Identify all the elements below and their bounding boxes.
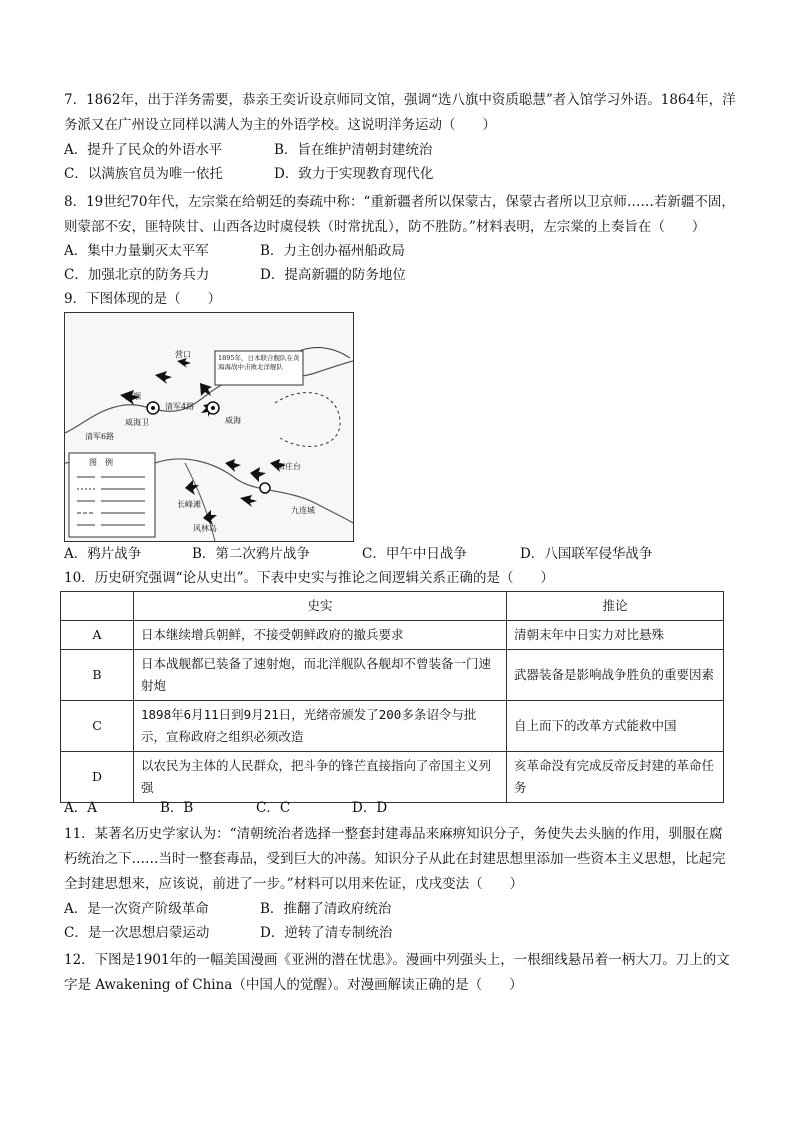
- question-7-stem: 7．1862年，出于洋务需要，恭亲王奕䜣设京师同文馆，强调“选八旗中资质聪慧”者入馆学习外语。1864年，洋务派又在广州设立同样以满人为主的外语学校。这说明洋务运动（ ）: [64, 92, 736, 133]
- question-11-stem: 11．某著名历史学家认为：“清朝统治者选择一整套封建毒品来麻痹知识分子，务使失去头脑的作用，驯服在腐朽统治之下……当时一整套毒品，受到巨大的冲荡。知识分子从此在封建思想里添加一些资本主义思想，比起完全封建思想来，应该说，前进了一步。”材料可以用来佐证，戊戌变法（ ）: [64, 826, 726, 892]
- q11-option-a: A．是一次资产阶级革命: [64, 901, 209, 917]
- q10-option-c: C．C: [256, 800, 291, 816]
- q10-option-a: A．A: [64, 800, 97, 816]
- row-fact: 日本继续增兵朝鲜，不接受朝鲜政府的撤兵要求: [134, 621, 507, 650]
- map-label-pingrang: 风林岛: [193, 524, 217, 533]
- row-fact: 以农民为主体的人民群众，把斗争的锋芒直接指向了帝国主义列强: [134, 752, 507, 803]
- q7-option-b: B．旨在维护清朝封建统治: [274, 142, 433, 158]
- row-inference: 亥革命没有完成反帝反封建的革命任务: [507, 752, 724, 803]
- row-label: A: [61, 621, 134, 650]
- row-inference: 武器装备是影响战争胜负的重要因素: [507, 650, 724, 701]
- q10-option-b: B．B: [160, 800, 194, 816]
- q10-stem-text: 10．历史研究强调“论从史出”。下表中史实与推论之间逻辑关系正确的是（ ）: [64, 570, 554, 586]
- map-label-yingkou: 营口: [175, 350, 191, 359]
- map-note: 1895年，日本联合舰队在黄海海战中击败北洋舰队: [218, 354, 300, 371]
- q9-option-d: D．八国联军侵华战争: [520, 546, 653, 562]
- table-row: [61, 621, 724, 650]
- row-fact: 1898年6月11日到9月21日，光绪帝颁发了200多条诏令与批示，宣称政府之组织必须改造: [134, 701, 507, 752]
- q8-option-a: A．集中力量剿灭太平军: [64, 243, 209, 259]
- map-legend-title: 图 例: [89, 458, 113, 467]
- map-label-jiuliancheng: 九连城: [291, 506, 315, 515]
- q9-option-b: B．第二次鸦片战争: [192, 546, 310, 562]
- q9-option-c: C．甲午中日战争: [362, 546, 467, 562]
- q11-option-d: D．逆转了清专制统治: [260, 925, 393, 941]
- row-label: C: [61, 701, 134, 752]
- row-label: B: [61, 650, 134, 701]
- table-row: [61, 650, 724, 701]
- q8-option-c: C．加强北京的防务兵力: [64, 267, 210, 283]
- map-label-qingjun4: 清军4路: [165, 402, 195, 411]
- table-header-row: [61, 592, 724, 621]
- map-label-tianzhuang: 田庄台: [277, 462, 301, 471]
- q8-option-d: D．提高新疆的防务地位: [260, 267, 406, 283]
- question-12-stem: 12．下图是1901年的一幅美国漫画《亚洲的潜在忧患》。漫画中列强头上，一根细线悬吊着一柄大刀。刀上的文字是 Awakening of China（中国人的觉醒）。对漫画解读正确的是（ ）: [64, 952, 730, 993]
- map-label-lushun: 旅顺: [125, 392, 141, 401]
- q7-option-c: C．以满族官员为唯一依托: [64, 166, 223, 182]
- war-map-figure: [64, 312, 354, 542]
- q11-option-b: B．推翻了清政府统治: [260, 901, 392, 917]
- row-label: D: [61, 752, 134, 803]
- row-inference: 自上而下的改革方式能救中国: [507, 701, 724, 752]
- table-header-inference: 推论: [507, 592, 724, 621]
- map-label-weihaiwei: 威海卫: [125, 418, 149, 427]
- history-table: [60, 591, 724, 803]
- q11-option-c: C．是一次思想启蒙运动: [64, 925, 210, 941]
- q7-option-a: A．提升了民众的外语水平: [64, 142, 223, 158]
- q8-option-b: B．力主创办福州船政局: [260, 243, 405, 259]
- q10-option-d: D．D: [352, 800, 388, 816]
- q9-option-a: A．鸦片战争: [64, 546, 142, 562]
- q9-stem-text: 9．下图体现的是（ ）: [64, 291, 222, 307]
- table-header-fact: 史实: [134, 592, 507, 621]
- table-row: [61, 701, 724, 752]
- map-label-lanchuan: 清军6路: [85, 432, 115, 441]
- table-header-empty: [61, 592, 134, 621]
- table-row: [61, 752, 724, 803]
- question-8-stem: 8．19世纪70年代，左宗棠在给朝廷的奏疏中称：“重新疆者所以保蒙古，保蒙古者所以卫京师……若新疆不固，则蒙部不安，匪特陕甘、山西各边时虞侵轶（时常扰乱），防不胜防。”材料表明，左宗棠的上奏旨在（ ）: [64, 194, 735, 235]
- q7-option-d: D．致力于实现教育现代化: [274, 166, 434, 182]
- map-label-weihai: 威海: [225, 416, 241, 425]
- row-inference: 清朝末年中日实力对比悬殊: [507, 621, 724, 650]
- row-fact: 日本战舰都已装备了速射炮，而北洋舰队各舰却不曾装备一门速射炮: [134, 650, 507, 701]
- map-label-changshan: 长峰滩: [177, 500, 201, 509]
